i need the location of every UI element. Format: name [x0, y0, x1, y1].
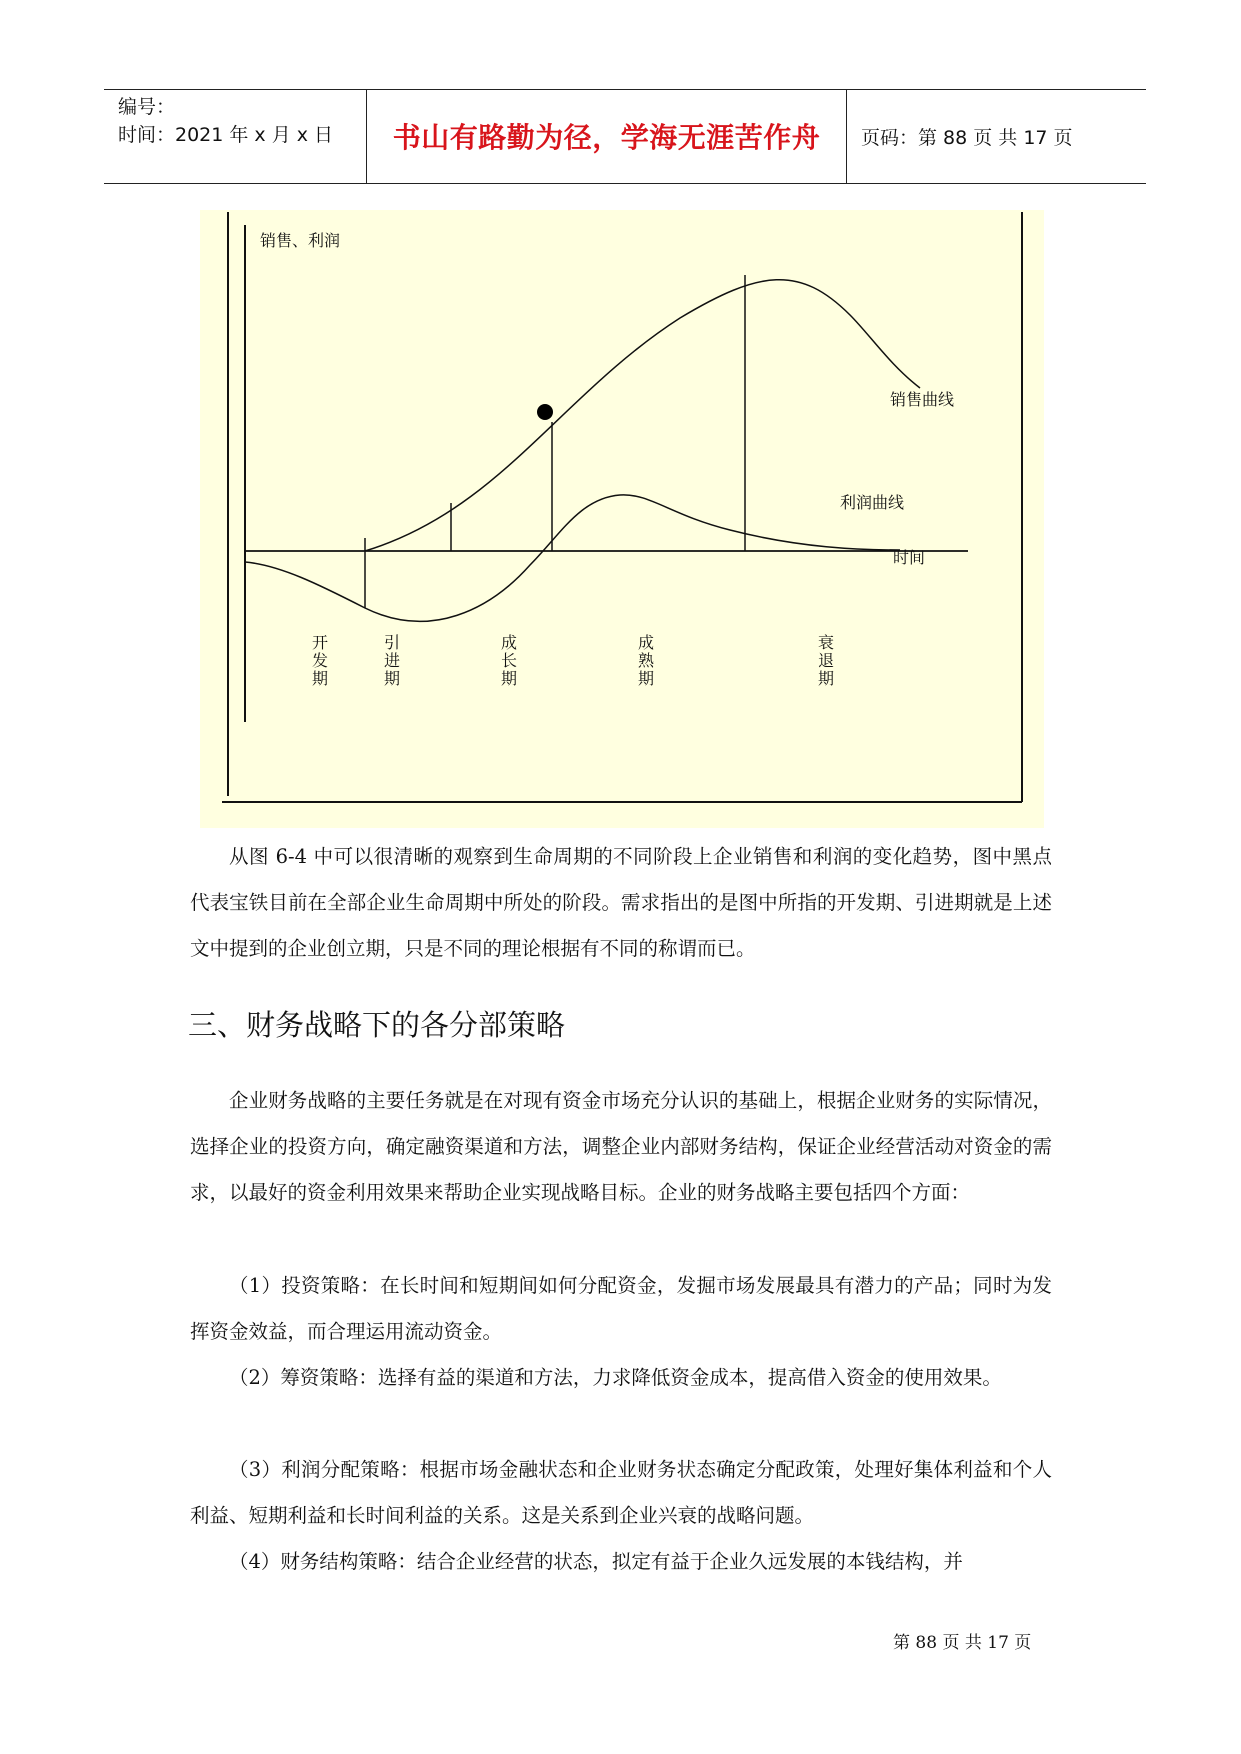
lifecycle-diagram [200, 210, 1044, 828]
stage-label-development: 开发期 [311, 633, 328, 688]
y-axis-label: 销售、利润 [260, 231, 341, 250]
stage-label-maturity: 成熟期 [637, 633, 654, 688]
paragraph-financial-strategy: 企业财务战略的主要任务就是在对现有资金市场充分认识的基础上，根据企业财务的实际情况，选择企业的投资方向，确定融资渠道和方法，调整企业内部财务结构，保证企业经营活动对资金的需求，以最好的资金利用效果来帮助企业实现战略目标。企业的财务战略主要包括四个方面： [190, 1089, 1052, 1204]
profit-curve-label: 利润曲线 [840, 493, 905, 512]
paragraph-figure-explanation: 从图 6-4 中可以很清晰的观察到生命周期的不同阶段上企业销售和利润的变化趋势，图中黑点代表宝铁目前在全部企业生命周期中所处的阶段。需求指出的是图中所指的开发期、引进期就是上述文中提到的企业创立期，只是不同的理论根据有不同的称谓而已。 [190, 845, 1052, 960]
list-item-investment: （1）投资策略：在长时间和短期间如何分配资金，发掘市场发展最具有潜力的产品；同时为发挥资金效益，而合理运用流动资金。 [190, 1274, 1052, 1343]
list-item-financial-structure: （4）财务结构策略：结合企业经营的状态，拟定有益于企业久远发展的本钱结构，并 [229, 1550, 963, 1573]
profit-curve [245, 495, 900, 621]
list-item-profit-distribution: （3）利润分配策略：根据市场金融状态和企业财务状态确定分配政策，处理好集体利益和个人利益、短期利益和长时间利益的关系。这是关系到企业兴衰的战略问题。 [190, 1458, 1052, 1527]
stage-label-growth: 成长期 [500, 633, 517, 688]
header-page-number: 页码：第 88 页 共 17 页 [861, 127, 1073, 149]
sales-curve [365, 280, 920, 551]
list-item-financing: （2）筹资策略：选择有益的渠道和方法，力求降低资金成本，提高借入资金的使用效果。 [229, 1366, 1002, 1389]
document-number-label: 编号： [118, 96, 176, 118]
header-info-cell [104, 90, 367, 183]
lifecycle-figure [200, 210, 1044, 828]
header-motto-cell [367, 90, 847, 183]
x-axis-label: 时间 [893, 548, 926, 567]
section-heading: 三、财务战略下的各分部策略 [188, 1008, 566, 1042]
sales-curve-label: 销售曲线 [890, 390, 955, 409]
stage-label-decline: 衰退期 [817, 633, 834, 688]
page-header [104, 89, 1146, 184]
header-motto: 书山有路勤为径，学海无涯苦作舟 [392, 121, 821, 154]
document-time-label: 时间：2021 年 x 月 x 日 [118, 124, 334, 146]
current-position-dot [537, 404, 553, 420]
page-footer: 第 88 页 共 17 页 [893, 1633, 1032, 1653]
header-page-cell [847, 90, 1146, 183]
stage-label-introduction: 引进期 [383, 633, 400, 688]
